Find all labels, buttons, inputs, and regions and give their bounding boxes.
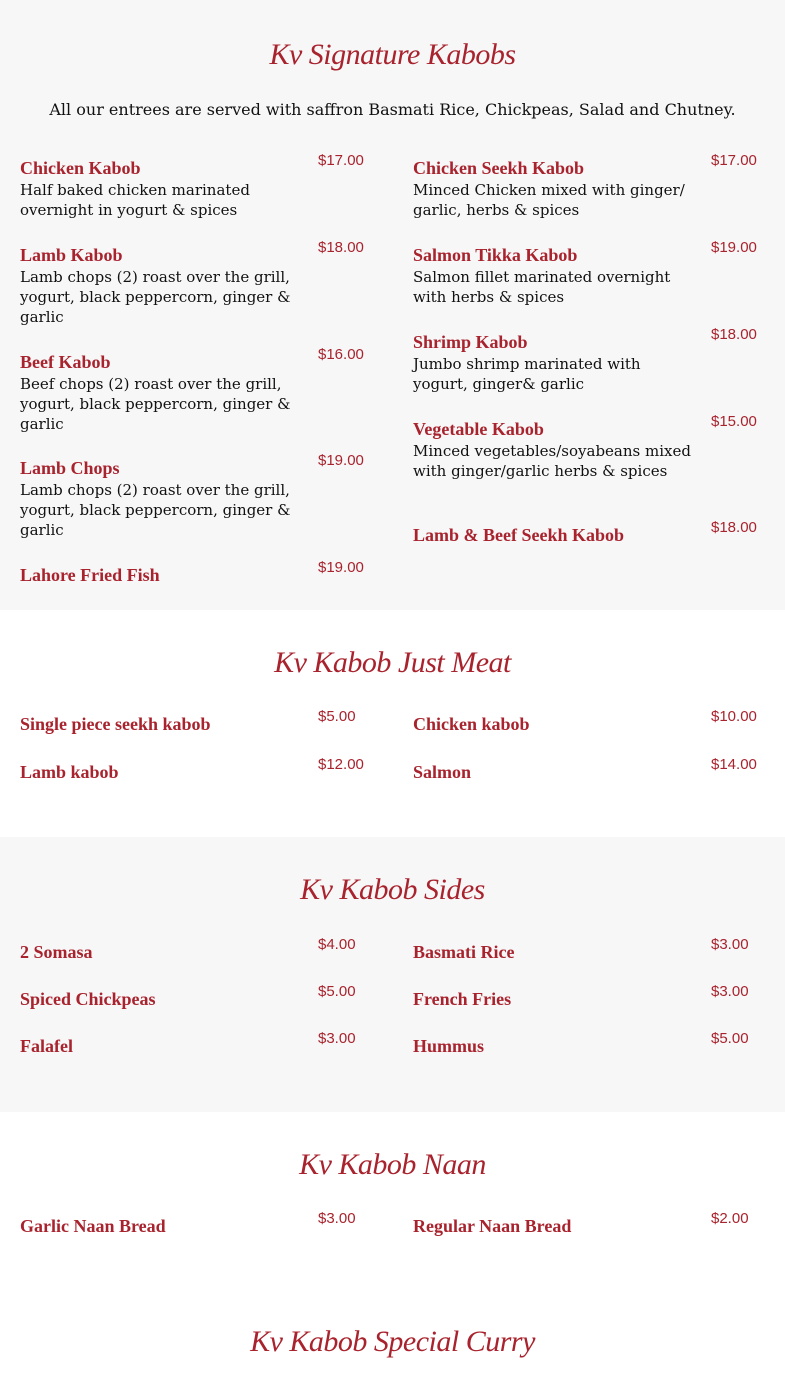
item-price: $17.00 <box>711 152 757 169</box>
item-name: Chicken kabob <box>413 714 530 734</box>
item-description: Lamb chops (2) roast over the grill, yogurt, black peppercorn, ginger & garlic <box>20 268 291 326</box>
item-description: Jumbo shrimp marinated with yogurt, ginger& garlic <box>413 355 641 393</box>
item-price: $5.00 <box>318 983 356 1000</box>
item-name: French Fries <box>413 989 512 1009</box>
item-price: $10.00 <box>711 708 757 725</box>
section-title: Kv Signature Kabobs <box>269 38 516 71</box>
item-name: Salmon <box>413 762 472 782</box>
item-description: Minced vegetables/soyabeans mixed with ginger/garlic herbs & spices <box>413 442 691 480</box>
section-title: Kv Kabob Just Meat <box>274 646 511 679</box>
item-price: $18.00 <box>711 519 757 536</box>
item-description: Half baked chicken marinated overnight in yogurt & spices <box>20 181 250 219</box>
item-price: $3.00 <box>711 983 749 1000</box>
item-price: $3.00 <box>318 1030 356 1047</box>
item-description: Beef chops (2) roast over the grill, yogurt, black peppercorn, ginger & garlic <box>20 375 291 433</box>
item-price: $3.00 <box>318 1210 356 1227</box>
section-signature-kabobs <box>0 0 785 610</box>
item-name: Lamb Kabob <box>20 245 123 265</box>
item-name: Beef Kabob <box>20 352 111 372</box>
item-name: 2 Somasa <box>20 942 93 962</box>
item-price: $2.00 <box>711 1210 749 1227</box>
item-name: Hummus <box>413 1036 485 1056</box>
section-title: Kv Kabob Special Curry <box>250 1325 535 1358</box>
item-name: Lahore Fried Fish <box>20 565 160 585</box>
item-price: $12.00 <box>318 756 364 773</box>
item-price: $3.00 <box>711 936 749 953</box>
item-name: Shrimp Kabob <box>413 332 528 352</box>
item-price: $14.00 <box>711 756 757 773</box>
item-name: Vegetable Kabob <box>413 419 544 439</box>
item-name: Chicken Kabob <box>20 158 141 178</box>
item-price: $19.00 <box>318 559 364 576</box>
item-price: $4.00 <box>318 936 356 953</box>
item-name: Regular Naan Bread <box>413 1216 572 1236</box>
section-title: Kv Kabob Naan <box>299 1148 486 1181</box>
section-title: Kv Kabob Sides <box>300 873 485 906</box>
item-price: $18.00 <box>318 239 364 256</box>
item-name: Salmon Tikka Kabob <box>413 245 578 265</box>
item-name: Lamb Chops <box>20 458 120 478</box>
item-name: Garlic Naan Bread <box>20 1216 166 1236</box>
section-note: All our entrees are served with saffron Basmati Rice, Chickpeas, Salad and Chutney. <box>49 100 736 119</box>
section-sides <box>0 837 785 1112</box>
item-name: Lamb & Beef Seekh Kabob <box>413 525 625 545</box>
item-description: Minced Chicken mixed with ginger/ garlic, herbs & spices <box>413 181 685 219</box>
item-description: Lamb chops (2) roast over the grill, yogurt, black peppercorn, ginger & garlic <box>20 481 291 539</box>
item-price: $17.00 <box>318 152 364 169</box>
item-description: Salmon fillet marinated overnight with herbs & spices <box>413 268 671 306</box>
item-name: Falafel <box>20 1036 73 1056</box>
item-name: Lamb kabob <box>20 762 119 782</box>
item-price: $18.00 <box>711 326 757 343</box>
section-just-meat <box>0 610 785 837</box>
item-price: $16.00 <box>318 346 364 363</box>
item-price: $19.00 <box>318 452 364 469</box>
item-name: Spiced Chickpeas <box>20 989 156 1009</box>
section-naan <box>0 1112 785 1292</box>
item-price: $19.00 <box>711 239 757 256</box>
item-name: Single piece seekh kabob <box>20 714 211 734</box>
item-price: $5.00 <box>711 1030 749 1047</box>
item-name: Basmati Rice <box>413 942 515 962</box>
item-name: Chicken Seekh Kabob <box>413 158 585 178</box>
item-price: $15.00 <box>711 413 757 430</box>
item-price: $5.00 <box>318 708 356 725</box>
section-special-curry <box>0 1292 785 1385</box>
